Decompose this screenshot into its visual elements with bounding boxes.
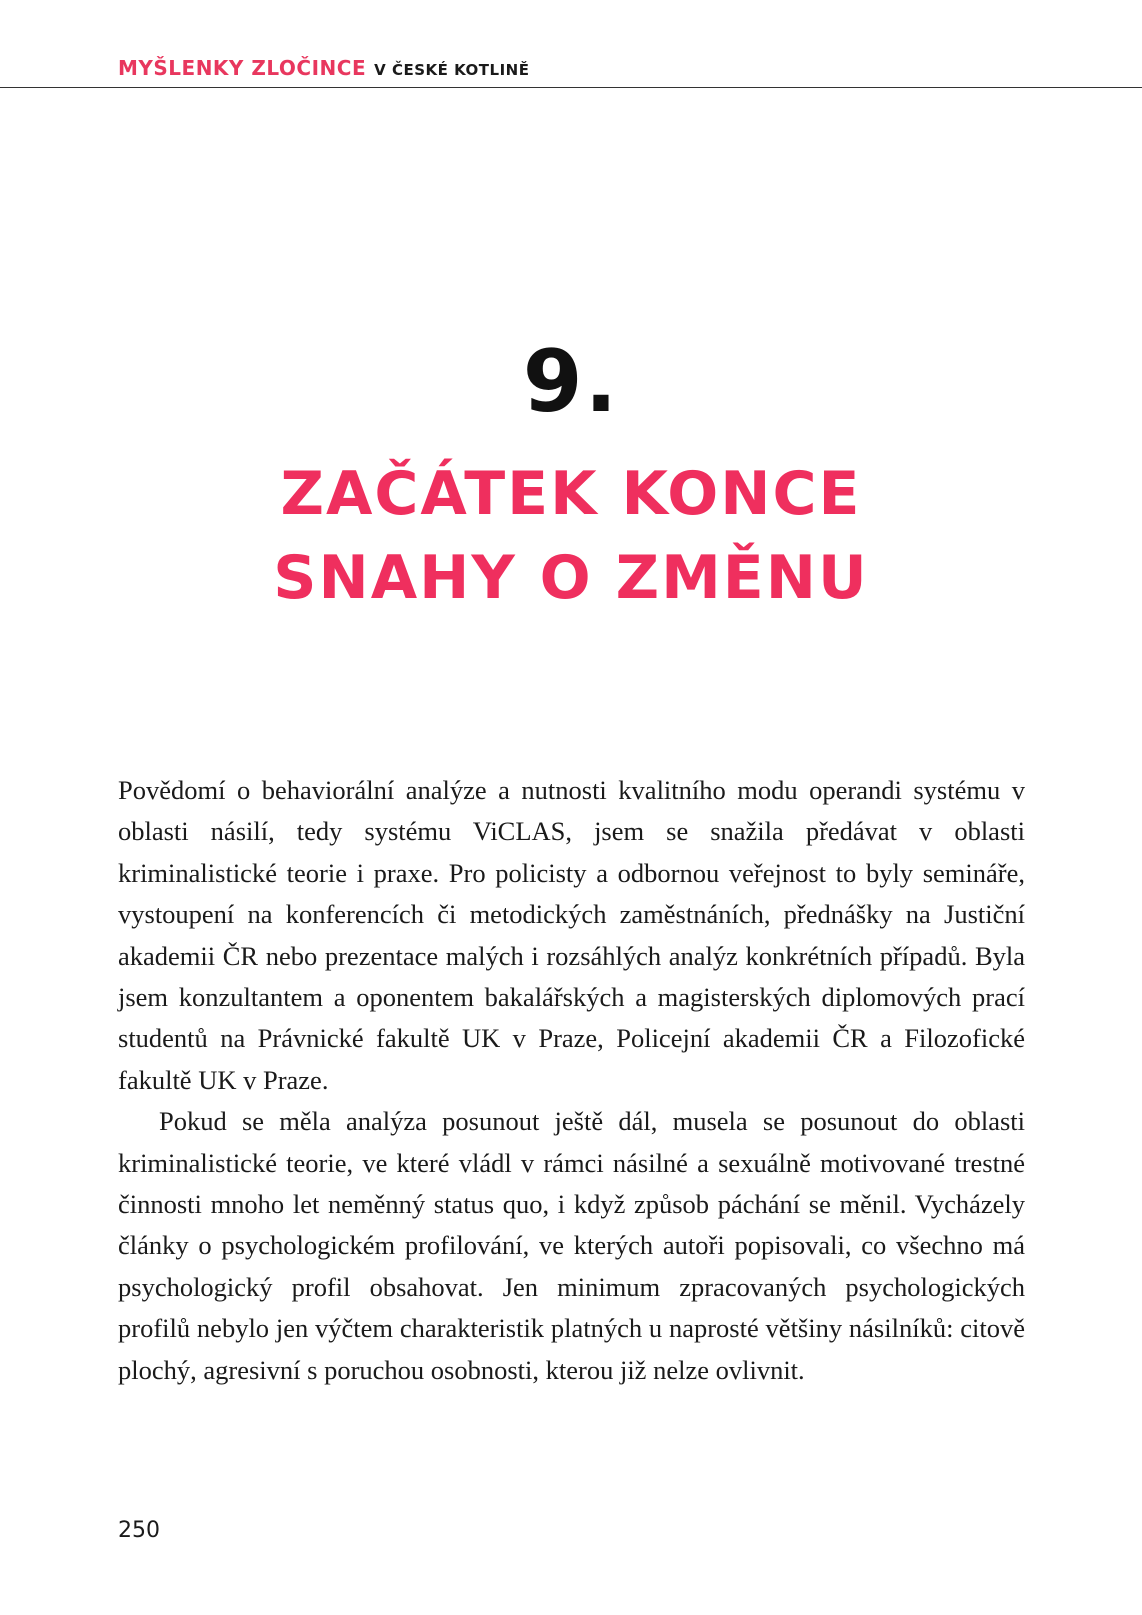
- running-header: [118, 56, 529, 82]
- chapter-number: 9.: [522, 332, 620, 432]
- running-header-subtitle: V ČESKÉ KOTLINĚ: [374, 61, 530, 79]
- chapter-title-line-2: SNAHY O ZMĚNU: [273, 543, 869, 613]
- running-header-series-title: MYŠLENKY ZLOČINCE: [118, 56, 367, 80]
- header-divider: [0, 87, 1142, 88]
- chapter-title: [0, 452, 1142, 620]
- page-number: 250: [118, 1518, 160, 1543]
- body-text: [118, 770, 1025, 1391]
- paragraph-2: Pokud se měla analýza posunout ještě dál, musela se posunout do oblasti kriminalistické teorie, ve které vládl v rámci násilné a sexuálně motivované trestné činnosti mnoho let neměnný status quo, i když způsob páchání se měnil. Vycházely články o psychologickém profilování, ve kterých autoři popisovali, co všechno má psychologický profil obsahovat. Jen minimum zpracovaných psychologických profilů nebylo jen výčtem charakteristik platných u naprosté většiny násilníků: citově plochý, agresivní s poruchou osobnosti, kterou již nelze ovlivnit.: [118, 1106, 1025, 1385]
- paragraph-1: Povědomí o behaviorální analýze a nutnosti kvalitního modu operandi systému v oblasti násilí, tedy systému ViCLAS, jsem se snažila předávat v oblasti kriminalistické teorie i praxe. Pro policisty a odbornou veřejnost to byly semináře, vystoupení na konferencích či metodických zaměstnáních, přednášky na Justiční akademii ČR nebo prezentace malých i rozsáhlých analýz konkrétních případů. Byla jsem konzultantem a oponentem bakalářských a magisterských diplomových prací studentů na Právnické fakultě UK v Praze, Policejní akademii ČR a Filozofické fakultě UK v Praze.: [118, 775, 1025, 1095]
- chapter-title-line-1: ZAČÁTEK KONCE: [280, 459, 862, 529]
